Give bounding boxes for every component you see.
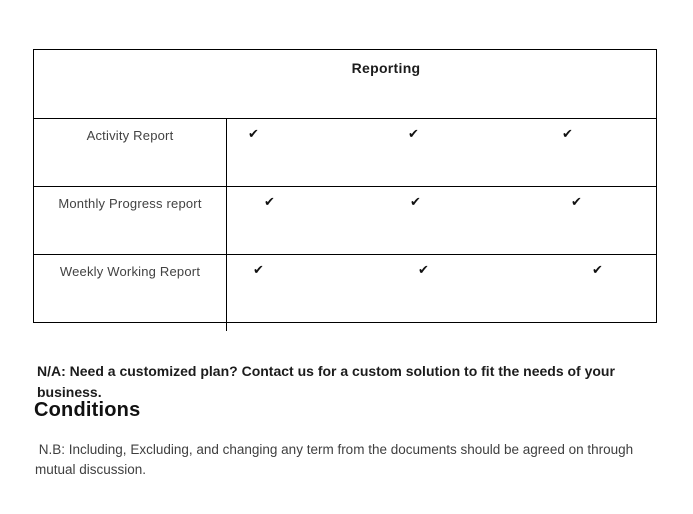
conditions-heading: Conditions [34,399,141,421]
row-checks [227,187,656,254]
nb-note: N.B: Including, Excluding, and changing any term from the documents should be agreed on through mutual discussion. [35,442,637,477]
table-row-monthly-progress-report [34,187,656,255]
check-icon: ✔ [410,195,421,210]
check-icon: ✔ [264,195,275,210]
check-icon: ✔ [418,263,429,278]
check-icon: ✔ [571,195,582,210]
check-icon: ✔ [253,263,264,278]
check-icon: ✔ [408,127,419,142]
table-header-row [34,50,656,119]
row-label: Monthly Progress report [34,187,227,263]
row-checks [227,255,656,322]
row-label: Weekly Working Report [34,255,227,331]
check-icon: ✔ [562,127,573,142]
reporting-table [33,49,657,323]
na-note: N/A: Need a customized plan? Contact us for a custom solution to fit the needs of your business. [37,363,615,400]
check-icon: ✔ [592,263,603,278]
table-row-activity-report [34,119,656,187]
row-label: Activity Report [34,119,227,195]
table-title: Reporting [351,60,421,76]
table-row-weekly-working-report [34,255,656,322]
row-checks [227,119,656,186]
check-icon: ✔ [248,127,259,142]
